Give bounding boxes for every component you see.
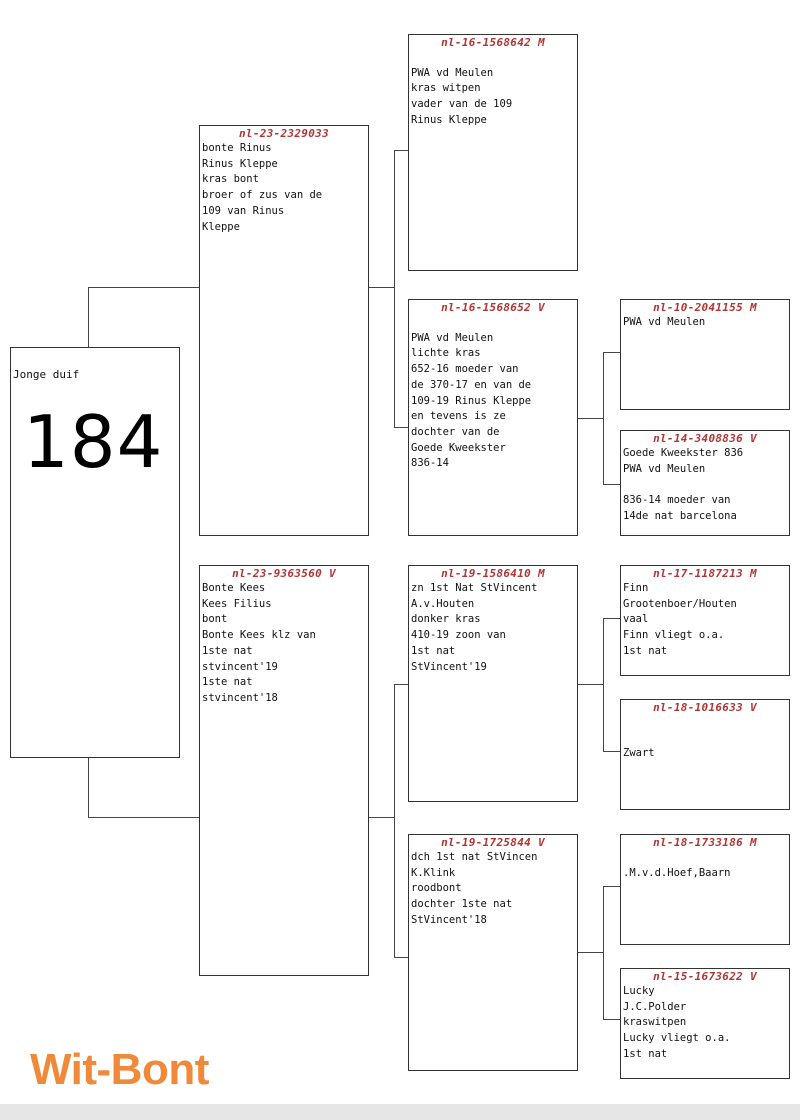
- connector-line: [603, 352, 620, 353]
- connector-line: [369, 817, 394, 818]
- connector-line: [578, 684, 603, 685]
- pigeon-notes: Zwart: [623, 747, 655, 760]
- ring-number: nl-14-3408836 V: [653, 432, 757, 445]
- connector-line: [394, 684, 395, 957]
- ring-number: nl-18-1016633 V: [653, 701, 757, 714]
- great-grandparent-box: [620, 430, 790, 536]
- ring-number: nl-16-1568642 M: [441, 36, 545, 49]
- connector-line: [603, 618, 620, 619]
- father-box: [199, 125, 369, 536]
- connector-line: [578, 418, 603, 419]
- great-grandparent-box: [620, 968, 790, 1079]
- ring-number: nl-19-1725844 V: [441, 836, 545, 849]
- pigeon-notes: .M.v.d.Hoef,Baarn: [623, 866, 731, 879]
- bottom-bar: [0, 1104, 800, 1120]
- pigeon-notes: dch 1st nat StVincen K.Klink roodbont dochter 1ste nat StVincent'18: [411, 851, 538, 926]
- connector-line: [394, 684, 408, 685]
- connector-line: [369, 287, 394, 288]
- connector-line: [603, 618, 604, 751]
- connector-line: [603, 886, 604, 1019]
- great-grandparent-box: [620, 299, 790, 410]
- great-grandparent-box: [620, 699, 790, 810]
- connector-line: [603, 886, 620, 887]
- connector-line: [394, 150, 408, 151]
- ring-number: nl-10-2041155 M: [653, 301, 757, 314]
- connector-line: [603, 751, 620, 752]
- paternal-grandmother-box: [408, 299, 578, 536]
- pigeon-notes: Lucky J.C.Polder kraswitpen Lucky vliegt o.a. 1st nat: [623, 985, 731, 1060]
- connector-line: [603, 352, 604, 484]
- ring-number: nl-17-1187213 M: [653, 567, 757, 580]
- connector-line: [603, 484, 620, 485]
- ring-number: nl-16-1568652 V: [441, 301, 545, 314]
- pigeon-notes: bonte Rinus Rinus Kleppe kras bont broer of zus van de 109 van Rinus Kleppe: [202, 142, 323, 233]
- root-pigeon-box: [10, 347, 180, 758]
- ring-number: nl-19-1586410 M: [441, 567, 545, 580]
- mother-box: [199, 565, 369, 976]
- ring-number: nl-18-1733186 M: [653, 836, 757, 849]
- ring-number: nl-23-9363560 V: [232, 567, 336, 580]
- pigeon-notes: Goede Kweekster 836 PWA vd Meulen 836-14 moeder van 14de nat barcelona: [623, 447, 744, 522]
- pigeon-notes: PWA vd Meulen lichte kras 652-16 moeder van de 370-17 en van de 109-19 Rinus Kleppe en tevens is ze dochter van de Goede Kweekster 836-14: [411, 331, 532, 470]
- root-label: Jonge duif: [13, 368, 80, 381]
- connector-line: [88, 287, 199, 288]
- connector-line: [394, 150, 395, 427]
- brand-title: Wit-Bont: [30, 1045, 209, 1094]
- great-grandparent-box: [620, 834, 790, 945]
- connector-line: [88, 758, 89, 817]
- pigeon-notes: PWA vd Meulen: [623, 316, 706, 328]
- pigeon-notes: PWA vd Meulen kras witpen vader van de 109 Rinus Kleppe: [411, 66, 513, 126]
- connector-line: [394, 957, 408, 958]
- pigeon-notes: Finn Grootenboer/Houten vaal Finn vliegt o.a. 1st nat: [623, 582, 737, 657]
- maternal-grandfather-box: [408, 565, 578, 802]
- pigeon-notes: zn 1st Nat StVincent A.v.Houten donker kras 410-19 zoon van 1st nat StVincent'19: [411, 582, 538, 673]
- ring-number: nl-15-1673622 V: [653, 970, 757, 983]
- maternal-grandmother-box: [408, 834, 578, 1071]
- connector-line: [603, 1019, 620, 1020]
- connector-line: [88, 287, 89, 347]
- paternal-grandfather-box: [408, 34, 578, 271]
- connector-line: [88, 817, 199, 818]
- connector-line: [578, 952, 603, 953]
- pigeon-notes: Bonte Kees Kees Filius bont Bonte Kees klz van 1ste nat stvincent'19 1ste nat stvincent'18: [202, 582, 316, 704]
- ring-number: nl-23-2329033: [239, 127, 329, 140]
- great-grandparent-box: [620, 565, 790, 676]
- connector-line: [394, 427, 408, 428]
- root-number: 184: [23, 400, 164, 484]
